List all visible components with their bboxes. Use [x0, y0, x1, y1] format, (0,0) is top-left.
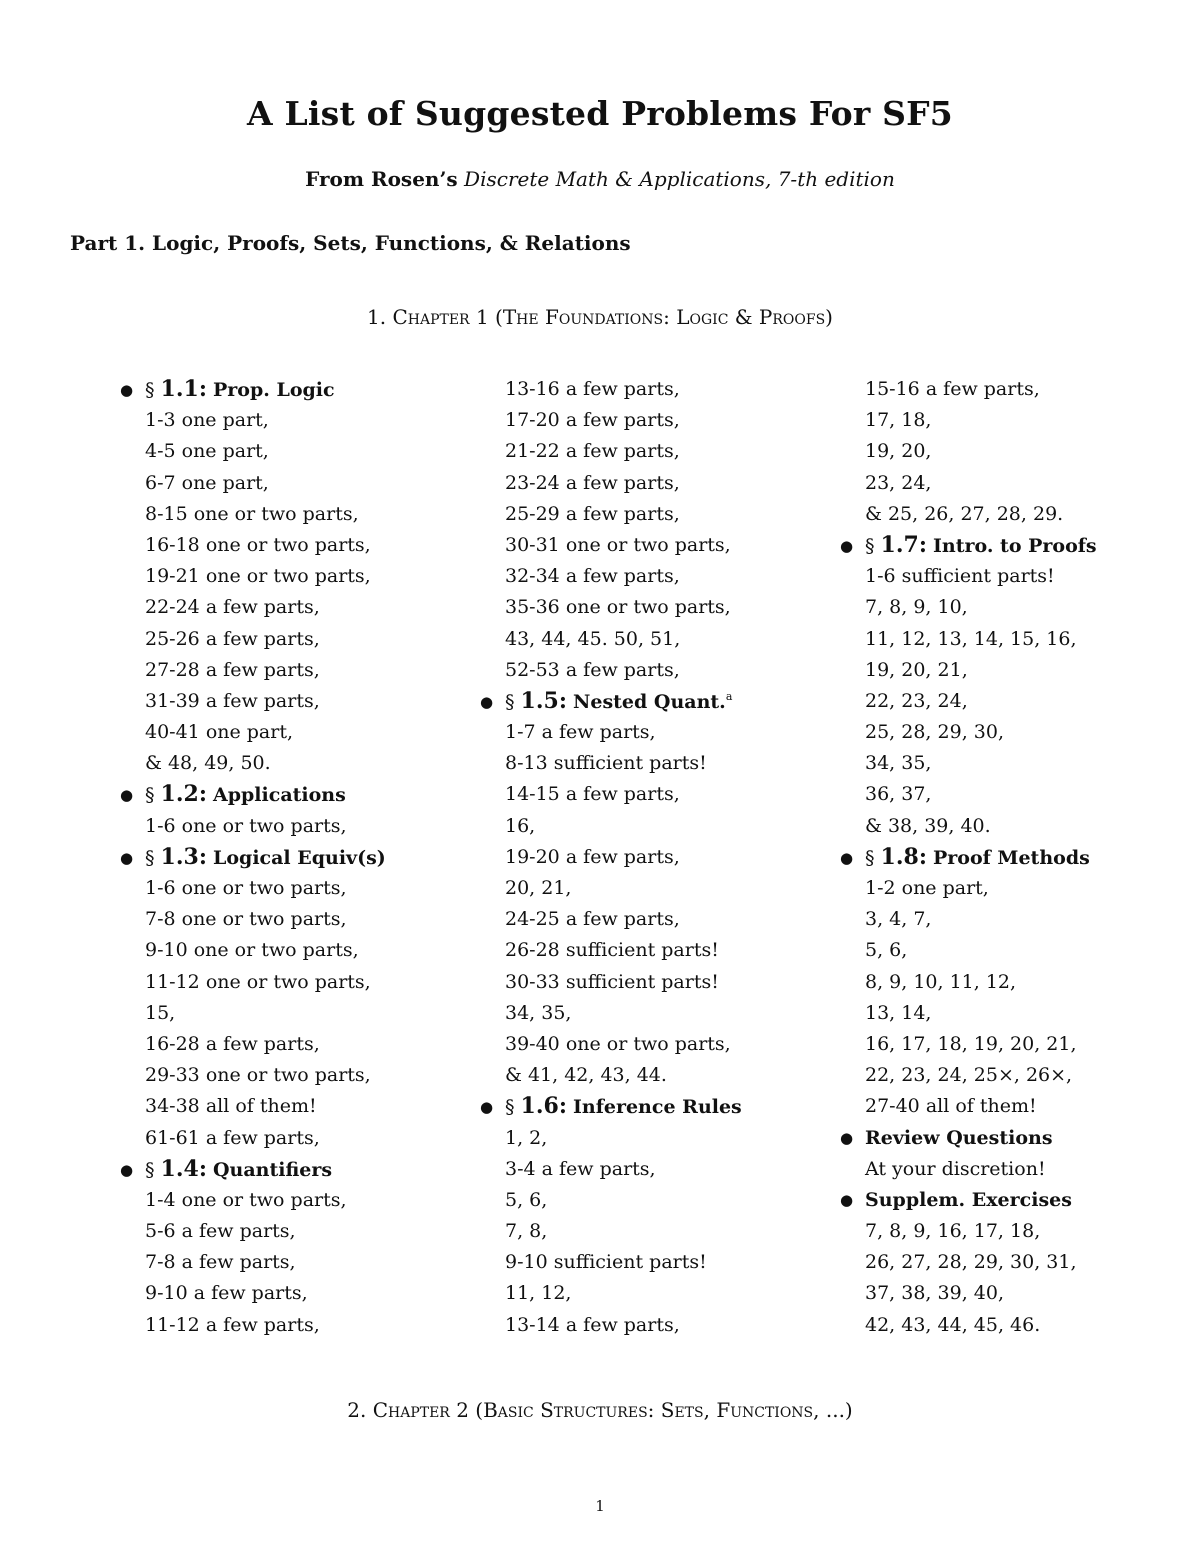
problem-line: 9-10 a few parts, — [145, 1282, 308, 1305]
problem-line: 13-16 a few parts, — [505, 378, 680, 400]
bullet-icon: ● — [840, 1128, 854, 1147]
problem-line: & 38, 39, 40. — [865, 814, 991, 837]
problem-line: 31-39 a few parts, — [145, 689, 320, 712]
section-heading — [480, 1091, 820, 1122]
section-symbol: § — [505, 690, 515, 713]
problem-line: 15-16 a few parts, — [865, 378, 1040, 400]
problem-line: 30-31 one or two parts, — [505, 533, 731, 556]
bullet-icon: ● — [480, 1098, 494, 1117]
section-heading — [840, 1123, 1180, 1154]
chapter-1-heading — [0, 302, 1200, 332]
section-number: 1.3: — [160, 843, 207, 870]
problem-line: 7-8 one or two parts, — [145, 908, 347, 931]
problem-line: 16-18 one or two parts, — [145, 533, 371, 556]
chapter-2-heading — [0, 1395, 1200, 1425]
problem-line: 36, 37, — [865, 783, 932, 806]
chapter-1-number: 1. — [367, 305, 387, 329]
section-number: 1.5: — [520, 687, 567, 714]
problem-line: 11, 12, 13, 14, 15, 16, — [865, 627, 1077, 650]
chapter-1-title: Chapter 1 (The Foundations: Logic & Proofs) — [392, 305, 833, 329]
chapter-2-title: Chapter 2 (Basic Structures: Sets, Functions, ...) — [372, 1398, 853, 1422]
problem-line: 19, 20, 21, — [865, 658, 968, 681]
section-number: 1.6: — [520, 1093, 567, 1120]
section-heading — [840, 842, 1180, 873]
problem-line: 19-20 a few parts, — [505, 845, 680, 868]
bullet-icon: ● — [120, 381, 134, 399]
problem-line: 4-5 one part, — [145, 440, 269, 463]
problem-line: 22-24 a few parts, — [145, 596, 320, 619]
chapter-2-number: 2. — [347, 1398, 367, 1422]
problem-line: 19, 20, — [865, 440, 932, 463]
section-heading — [120, 1154, 460, 1185]
section-symbol: § — [865, 846, 875, 869]
part-heading: Part 1. Logic, Proofs, Sets, Functions, & Relations — [70, 231, 631, 255]
problem-line: 9-10 one or two parts, — [145, 939, 359, 962]
problem-line: 24-25 a few parts, — [505, 908, 680, 931]
section-label: Review Questions — [865, 1126, 1053, 1149]
page-number: 1 — [595, 1497, 605, 1515]
problem-line: 35-36 one or two parts, — [505, 596, 731, 619]
problem-line: 1-7 a few parts, — [505, 721, 656, 744]
problem-line: 23-24 a few parts, — [505, 471, 680, 494]
problem-line: 1-6 one or two parts, — [145, 814, 347, 837]
problem-line: & 41, 42, 43, 44. — [505, 1064, 667, 1087]
section-label: Proof Methods — [933, 846, 1090, 869]
problem-line: 8-13 sufficient parts! — [505, 752, 707, 775]
problem-line: 22, 23, 24, — [865, 689, 968, 712]
document-subtitle — [0, 164, 1200, 194]
section-label: Intro. to Proofs — [933, 534, 1097, 557]
footnote-marker: a — [725, 689, 733, 703]
section-symbol: § — [145, 379, 155, 401]
problem-line: 22, 23, 24, 25×, 26×, — [865, 1064, 1073, 1087]
problem-line: 29-33 one or two parts, — [145, 1064, 371, 1087]
section-heading — [120, 374, 460, 405]
section-number: 1.8: — [880, 843, 927, 870]
problem-column-1 — [120, 374, 460, 1341]
section-number: 1.4: — [160, 1155, 207, 1182]
problem-line: 7, 8, 9, 10, — [865, 596, 968, 619]
bullet-icon: ● — [120, 1160, 134, 1179]
problem-line: 5-6 a few parts, — [145, 1220, 296, 1243]
problem-line: 27-40 all of them! — [865, 1095, 1037, 1118]
problem-line: 1-6 one or two parts, — [145, 877, 347, 899]
problem-line: 37, 38, 39, 40, — [865, 1282, 1004, 1305]
problem-line: 42, 43, 44, 45, 46. — [865, 1313, 1041, 1336]
problem-line: 16, 17, 18, 19, 20, 21, — [865, 1032, 1077, 1055]
problem-line: 34, 35, — [865, 752, 932, 775]
problem-line: 19-21 one or two parts, — [145, 565, 371, 588]
document-title: A List of Suggested Problems For SF5 — [247, 94, 953, 133]
problem-line: 16, — [505, 814, 536, 837]
problem-line: 1-6 sufficient parts! — [865, 565, 1055, 588]
problem-line: 34-38 all of them! — [145, 1095, 317, 1118]
problem-line: At your discretion! — [865, 1157, 1046, 1180]
problem-line: 8-15 one or two parts, — [145, 502, 359, 525]
section-label: Prop. Logic — [213, 379, 335, 401]
problem-line: 11-12 one or two parts, — [145, 970, 371, 993]
problem-line: & 25, 26, 27, 28, 29. — [865, 502, 1064, 525]
problem-line: 15, — [145, 1001, 176, 1024]
problem-line: 1-4 one or two parts, — [145, 1188, 347, 1211]
problem-line: 52-53 a few parts, — [505, 658, 680, 681]
problem-column-3 — [840, 374, 1180, 1341]
problem-line: & 48, 49, 50. — [145, 752, 271, 775]
section-heading — [840, 530, 1180, 561]
section-symbol: § — [505, 1096, 515, 1119]
problem-line: 27-28 a few parts, — [145, 658, 320, 681]
problem-line: 1-3 one part, — [145, 409, 269, 432]
problem-line: 13-14 a few parts, — [505, 1313, 680, 1336]
problem-line: 13, 14, — [865, 1001, 932, 1024]
section-heading — [120, 842, 460, 873]
problem-line: 61-61 a few parts, — [145, 1126, 320, 1149]
problem-line: 30-33 sufficient parts! — [505, 970, 719, 993]
section-label: Inference Rules — [573, 1096, 742, 1119]
problem-line: 9-10 sufficient parts! — [505, 1251, 707, 1274]
problem-line: 26-28 sufficient parts! — [505, 939, 719, 962]
problem-line: 11-12 a few parts, — [145, 1313, 320, 1336]
problem-line: 3, 4, 7, — [865, 908, 932, 931]
section-number: 1.7: — [880, 531, 927, 558]
problem-line: 5, 6, — [865, 939, 908, 962]
problem-line: 11, 12, — [505, 1282, 572, 1305]
problem-line: 25-29 a few parts, — [505, 502, 680, 525]
subtitle-book: Discrete Math & Applications, 7-th edition — [464, 167, 895, 191]
bullet-icon: ● — [120, 786, 134, 805]
section-label: Nested Quant. — [573, 690, 726, 713]
problem-line: 25, 28, 29, 30, — [865, 721, 1004, 744]
subtitle-lead: From Rosen’s — [305, 167, 458, 191]
problem-line: 6-7 one part, — [145, 471, 269, 494]
bullet-icon: ● — [840, 536, 854, 555]
problem-line: 17, 18, — [865, 409, 932, 432]
problem-line: 26, 27, 28, 29, 30, 31, — [865, 1251, 1077, 1274]
problem-line: 32-34 a few parts, — [505, 565, 680, 588]
problem-column-2 — [480, 374, 820, 1341]
bullet-icon: ● — [840, 848, 854, 867]
section-heading — [840, 1185, 1180, 1216]
problem-line: 17-20 a few parts, — [505, 409, 680, 432]
problem-line: 25-26 a few parts, — [145, 627, 320, 650]
problem-line: 21-22 a few parts, — [505, 440, 680, 463]
problem-line: 8, 9, 10, 11, 12, — [865, 970, 1017, 993]
section-heading — [480, 686, 820, 717]
problem-line: 7-8 a few parts, — [145, 1251, 296, 1274]
problem-line: 16-28 a few parts, — [145, 1032, 320, 1055]
section-symbol: § — [145, 846, 155, 869]
problem-line: 43, 44, 45. 50, 51, — [505, 627, 681, 650]
problem-line: 1-2 one part, — [865, 877, 989, 899]
problem-line: 23, 24, — [865, 471, 932, 494]
problem-line: 5, 6, — [505, 1188, 548, 1211]
problem-line: 7, 8, — [505, 1220, 548, 1243]
section-label: Applications — [213, 784, 346, 807]
section-label: Supplem. Exercises — [865, 1188, 1072, 1211]
section-heading — [120, 779, 460, 810]
section-symbol: § — [145, 1158, 155, 1181]
problem-line: 14-15 a few parts, — [505, 783, 680, 806]
bullet-icon: ● — [480, 692, 494, 711]
problem-line: 20, 21, — [505, 877, 572, 899]
problem-line: 7, 8, 9, 16, 17, 18, — [865, 1220, 1041, 1243]
problem-line: 40-41 one part, — [145, 721, 294, 744]
section-number: 1.1: — [160, 376, 207, 402]
section-number: 1.2: — [160, 781, 207, 808]
section-label: Logical Equiv(s) — [213, 846, 386, 869]
problem-line: 1, 2, — [505, 1126, 548, 1149]
bullet-icon: ● — [120, 848, 134, 867]
bullet-icon: ● — [840, 1190, 854, 1209]
problem-line: 34, 35, — [505, 1001, 572, 1024]
section-symbol: § — [865, 534, 875, 557]
section-label: Quantifiers — [213, 1158, 333, 1181]
problem-line: 3-4 a few parts, — [505, 1157, 656, 1180]
problem-line: 39-40 one or two parts, — [505, 1032, 731, 1055]
section-symbol: § — [145, 784, 155, 807]
